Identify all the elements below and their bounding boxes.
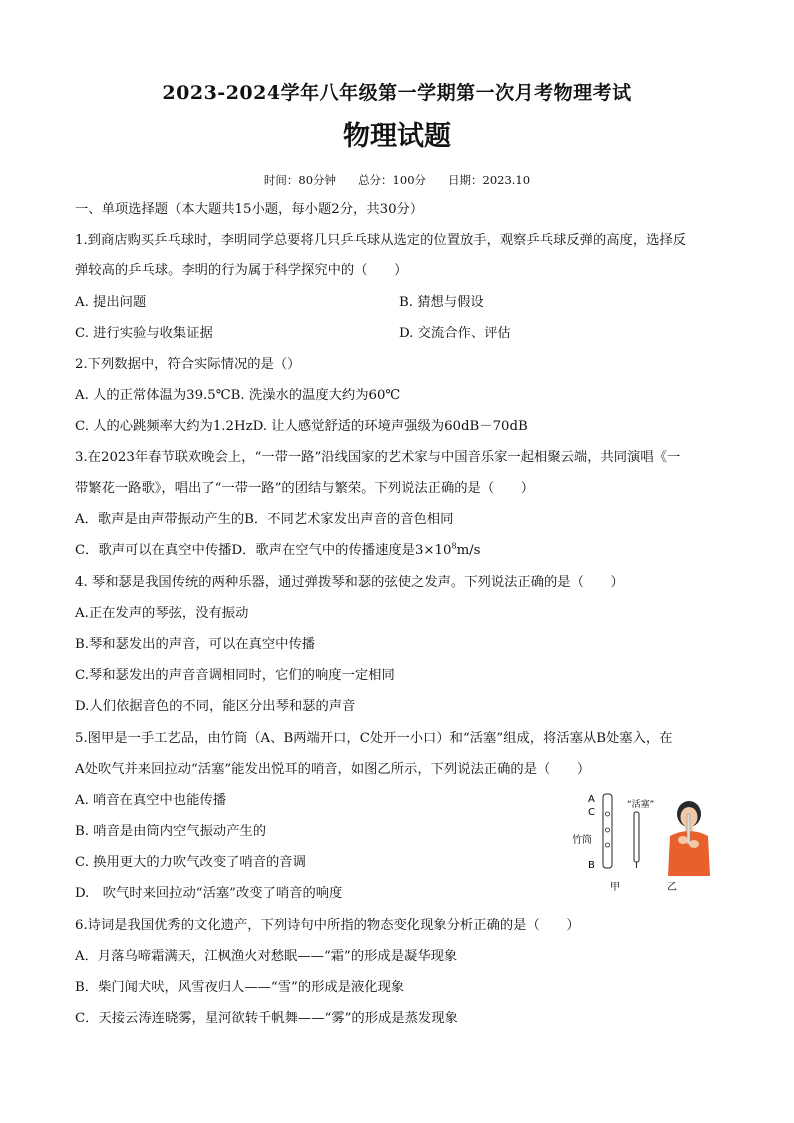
- exam-time: 时间：80分钟: [263, 173, 337, 187]
- figure-tube-label: 竹筒: [572, 835, 592, 846]
- q2-options-cd: C. 人的心跳频率大约为1.2HzD. 让人感觉舒适的环境声强级为60dB－70dB: [75, 419, 528, 434]
- figure-piston-label: “活塞”: [627, 800, 655, 810]
- performer-photo-icon: [668, 801, 710, 876]
- q4-option-b: B.琴和瑟发出的声音，可以在真空中传播: [75, 637, 316, 652]
- q2-stem: 2.下列数据中，符合实际情况的是（）: [75, 357, 301, 372]
- q3-stem-line1: 3.在2023年春节联欢晚会上，“一带一路”沿线国家的艺术家与中国音乐家一起相聚云端，共同演唱《一: [75, 450, 681, 465]
- q4-option-a: A.正在发声的琴弦，没有振动: [75, 606, 249, 621]
- figure-caption-left: 甲: [610, 882, 620, 893]
- exam-meta: [0, 172, 794, 188]
- q5-stem-line2: A处吹气并来回拉动“活塞”能发出悦耳的哨音，如图乙所示，下列说法正确的是（ ）: [75, 762, 591, 777]
- q6-stem: 6.诗词是我国优秀的文化遗产，下列诗句中所指的物态变化现象分析正确的是（ ）: [75, 918, 580, 933]
- q4-stem: 4. 琴和瑟是我国传统的两种乐器，通过弹拨琴和瑟的弦使之发声。下列说法正确的是（ ）: [75, 575, 624, 590]
- q3-options-ab: A．歌声是由声带振动产生的B．不同艺术家发出声音的音色相同: [75, 512, 454, 527]
- q1-option-b: B. 猜想与假设: [399, 295, 484, 310]
- q6-option-a: A．月落乌啼霜满天，江枫渔火对愁眠——“霜”的形成是凝华现象: [75, 949, 458, 964]
- q4-option-c: C.琴和瑟发出的声音音调相同时，它们的响度一定相同: [75, 668, 395, 683]
- exam-title: 2023-2024学年八年级第一学期第一次月考物理考试: [162, 82, 632, 104]
- q3-stem-line2: 带繁花一路歌》，唱出了“一带一路”的团结与繁荣。下列说法正确的是（ ）: [75, 481, 535, 496]
- q4-option-d: D.人们依据音色的不同，能区分出琴和瑟的声音: [75, 699, 356, 714]
- q1-option-d: D. 交流合作、评估: [399, 326, 511, 341]
- q5-figure: [572, 788, 722, 898]
- q6-option-b: B．柴门闻犬吠，风雪夜归人——“雪”的形成是液化现象: [75, 980, 405, 995]
- q3-exponent: 8: [451, 541, 457, 551]
- q2-options-ab: A. 人的正常体温为39.5℃B. 洗澡水的温度大约为60℃: [75, 388, 401, 403]
- q5-option-d: D. 吹气时来回拉动“活塞”改变了哨音的响度: [75, 886, 343, 901]
- figure-label-b: B: [588, 860, 595, 871]
- section-heading: 一、单项选择题（本大题共15小题，每小题2分，共30分）: [75, 202, 424, 217]
- q6-option-c: C．天接云涛连晓雾，星河欲转千帆舞——“雾”的形成是蒸发现象: [75, 1011, 458, 1026]
- subject-title: 物理试题: [343, 121, 451, 152]
- q1-option-a: A. 提出问题: [75, 295, 147, 310]
- figure-label-a: A: [588, 794, 595, 805]
- q1-stem-line1: 1.到商店购买乒乓球时，李明同学总要将几只乒乓球从选定的位置放手，观察乒乓球反弹的高度，选择反: [75, 233, 687, 248]
- exam-date: 日期：2023.10: [448, 173, 531, 187]
- figure-label-c: C: [588, 807, 595, 818]
- q5-option-c: C. 换用更大的力吹气改变了哨音的音调: [75, 855, 306, 870]
- bamboo-tube-icon: [603, 794, 612, 868]
- q3-options-cd-text: C．歌声可以在真空中传播D．歌声在空气中的传播速度是3×10: [75, 543, 452, 558]
- q3-options-cd: [75, 542, 481, 560]
- q3-unit: m/s: [456, 543, 481, 558]
- figure-caption-right: 乙: [667, 882, 677, 893]
- q1-option-c: C. 进行实验与收集证据: [75, 326, 213, 341]
- q1-stem-line2: 弹较高的乒乓球。李明的行为属于科学探究中的（ ）: [75, 263, 408, 278]
- q5-option-b: B. 哨音是由筒内空气振动产生的: [75, 824, 267, 839]
- piston-icon: [634, 812, 639, 868]
- q5-stem-line1: 5.图甲是一手工艺品，由竹筒（A、B两端开口，C处开一小口）和“活塞”组成，将活塞从B处塞入，在: [75, 731, 673, 746]
- exam-total: 总分：100分: [358, 173, 427, 187]
- q5-option-a: A. 哨音在真空中也能传播: [75, 793, 227, 808]
